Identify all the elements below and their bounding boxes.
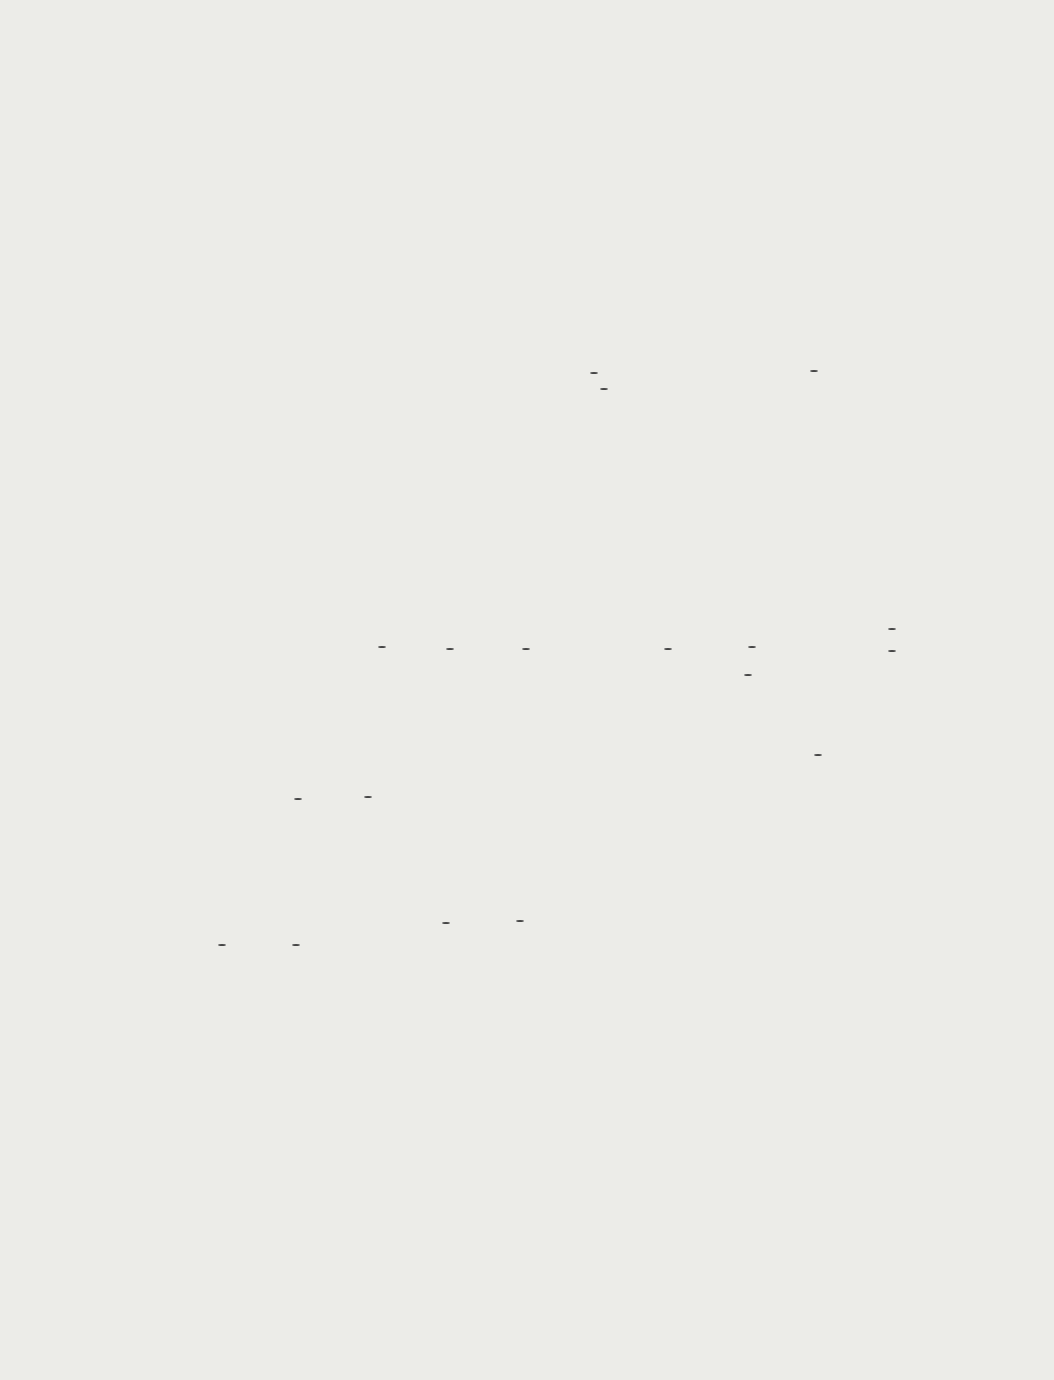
rubra-3040 [218,944,226,946]
grand-45 [814,754,822,756]
rubra-26 [516,920,524,922]
papyrif-23 [600,388,608,390]
strobus-100 [744,674,752,676]
resinosa-2813 [664,648,672,650]
resinosa-70 [748,646,756,648]
rubra-50 [292,944,300,946]
resinosa-25-s10 [888,628,896,630]
resinosa-55 [446,648,454,650]
trem-35 [294,798,302,800]
papyrif-40-s9 [810,370,818,372]
resinosa-26 [888,650,896,652]
rubra-40 [442,922,450,924]
trem-24 [364,796,372,798]
papyrif-24 [590,372,598,374]
resinosa-13-s5 [522,648,530,650]
resinosa-13-s3 [378,646,386,648]
